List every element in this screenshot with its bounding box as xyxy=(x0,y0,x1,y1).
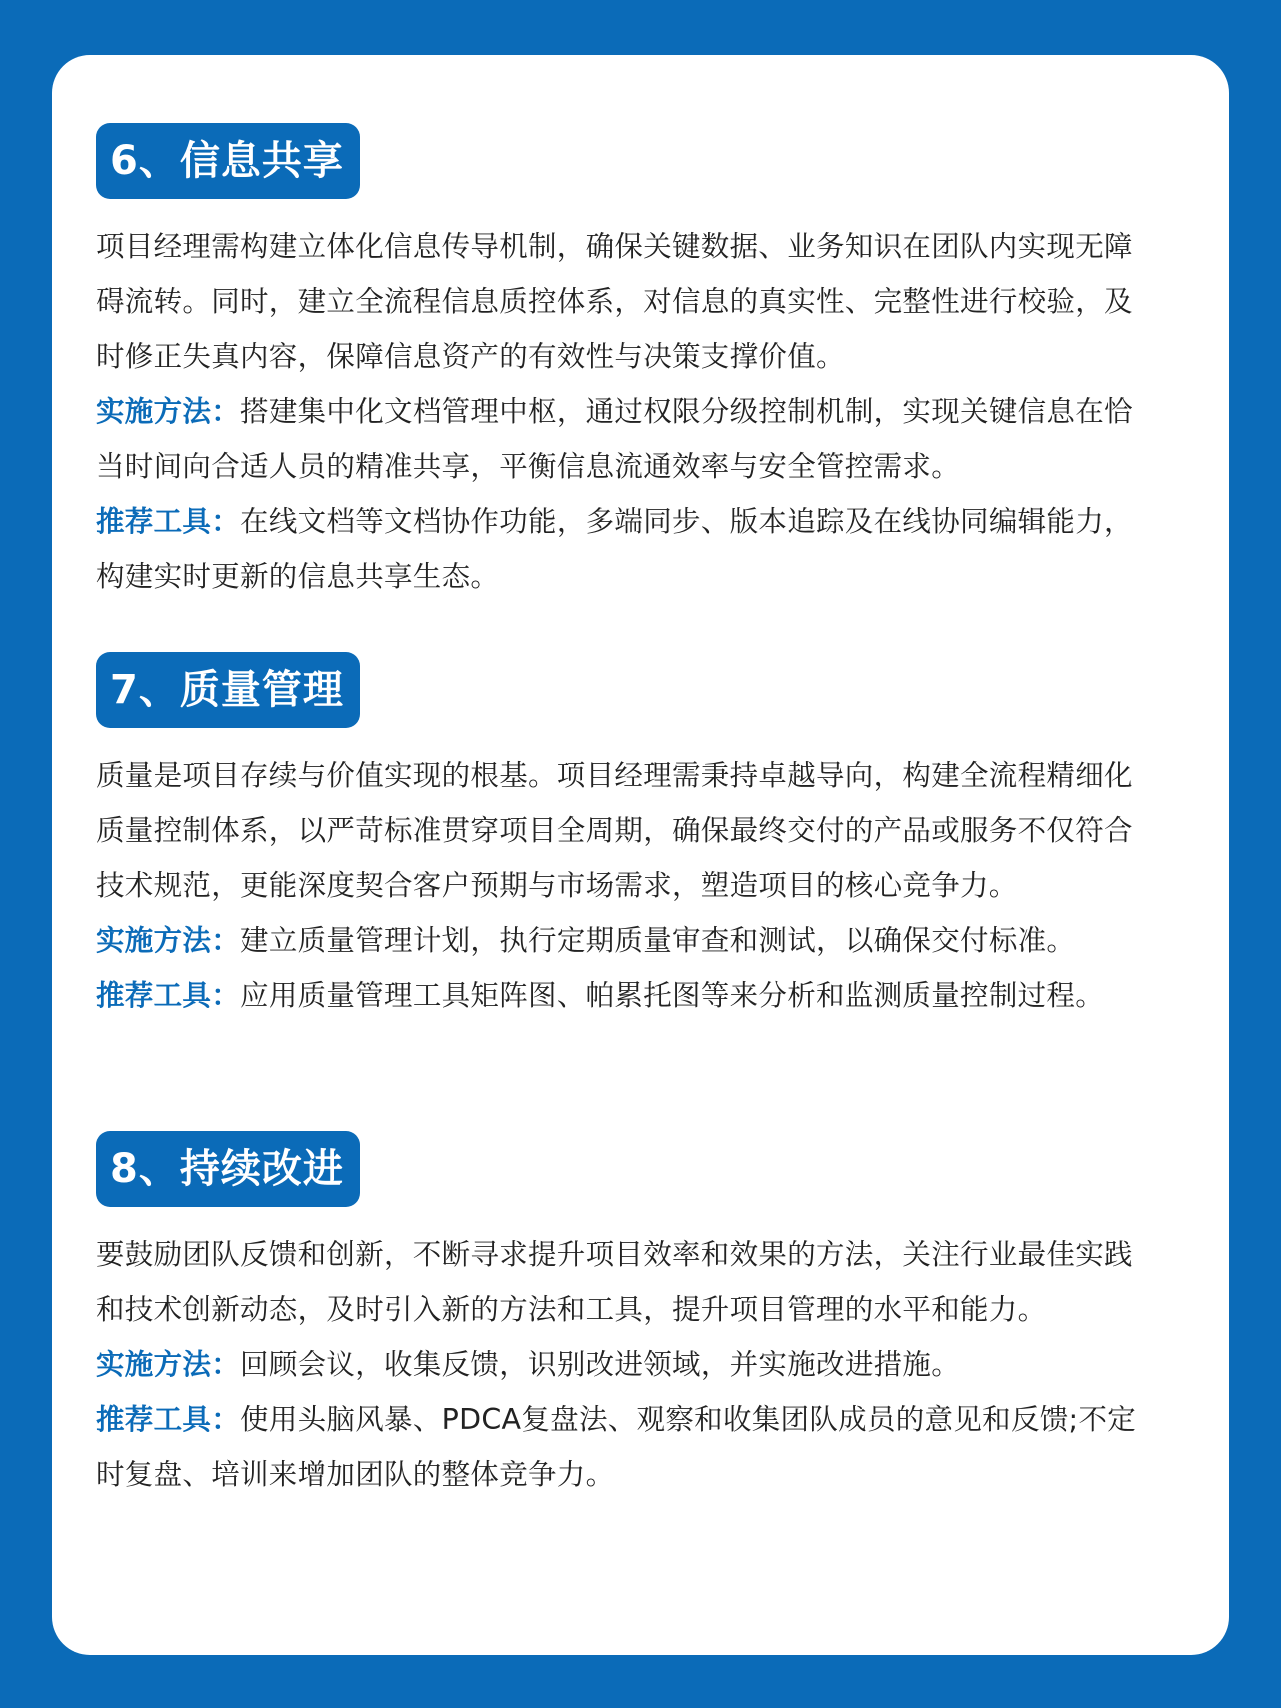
intro-paragraph xyxy=(96,219,1186,384)
text-line: 要鼓励团队反馈和创新，不断寻求提升项目效率和效果的方法，关注行业最佳实践 xyxy=(96,1238,1133,1271)
text-line: 应用质量管理工具矩阵图、帕累托图等来分析和监测质量控制过程。 xyxy=(240,979,1105,1012)
tool-paragraph xyxy=(96,968,1186,1023)
tool-label: 推荐工具： xyxy=(96,1403,241,1436)
intro-paragraph xyxy=(96,1227,1186,1337)
method-label: 实施方法： xyxy=(96,395,241,428)
method-label: 实施方法： xyxy=(96,1348,241,1381)
tool-paragraph xyxy=(96,494,1186,604)
text-line: 在线文档等文档协作功能，多端同步、版本追踪及在线协同编辑能力， xyxy=(240,505,1133,538)
section-heading: 6、信息共享 xyxy=(96,123,360,199)
section-quality-management xyxy=(96,652,1186,1023)
tool-paragraph xyxy=(96,1392,1186,1502)
section-heading: 7、质量管理 xyxy=(96,652,360,728)
text-line: 技术规范，更能深度契合客户预期与市场需求，塑造项目的核心竞争力。 xyxy=(96,869,1018,902)
text-line: 碍流转。同时，建立全流程信息质控体系，对信息的真实性、完整性进行校验，及 xyxy=(96,285,1133,318)
text-line: 构建实时更新的信息共享生态。 xyxy=(96,560,500,593)
text-line: 当时间向合适人员的精准共享，平衡信息流通效率与安全管控需求。 xyxy=(96,450,961,483)
text-line: 时修正失真内容，保障信息资产的有效性与决策支撑价值。 xyxy=(96,340,845,373)
section-heading: 8、持续改进 xyxy=(96,1131,360,1207)
section-continuous-improvement xyxy=(96,1131,1186,1502)
tool-label: 推荐工具： xyxy=(96,505,241,538)
text-line: 建立质量管理计划，执行定期质量审查和测试，以确保交付标准。 xyxy=(240,924,1076,957)
method-paragraph xyxy=(96,1337,1186,1392)
text-line: 使用头脑风暴、PDCA复盘法、观察和收集团队成员的意见和反馈;不定 xyxy=(240,1403,1137,1436)
text-line: 搭建集中化文档管理中枢，通过权限分级控制机制，实现关键信息在恰 xyxy=(240,395,1133,428)
section-body xyxy=(96,1227,1186,1502)
text-line: 和技术创新动态，及时引入新的方法和工具，提升项目管理的水平和能力。 xyxy=(96,1293,1047,1326)
section-body xyxy=(96,748,1186,1023)
section-body xyxy=(96,219,1186,604)
method-paragraph xyxy=(96,913,1186,968)
text-line: 质量控制体系，以严苛标准贯穿项目全周期，确保最终交付的产品或服务不仅符合 xyxy=(96,814,1133,847)
tool-label: 推荐工具： xyxy=(96,979,241,1012)
method-label: 实施方法： xyxy=(96,924,241,957)
text-line: 时复盘、培训来增加团队的整体竞争力。 xyxy=(96,1458,615,1491)
method-paragraph xyxy=(96,384,1186,494)
text-line: 回顾会议，收集反馈，识别改进领域，并实施改进措施。 xyxy=(240,1348,961,1381)
section-information-sharing xyxy=(96,123,1186,604)
content-card xyxy=(52,55,1229,1655)
text-line: 质量是项目存续与价值实现的根基。项目经理需秉持卓越导向，构建全流程精细化 xyxy=(96,759,1133,792)
text-line: 项目经理需构建立体化信息传导机制，确保关键数据、业务知识在团队内实现无障 xyxy=(96,230,1133,263)
intro-paragraph xyxy=(96,748,1186,913)
